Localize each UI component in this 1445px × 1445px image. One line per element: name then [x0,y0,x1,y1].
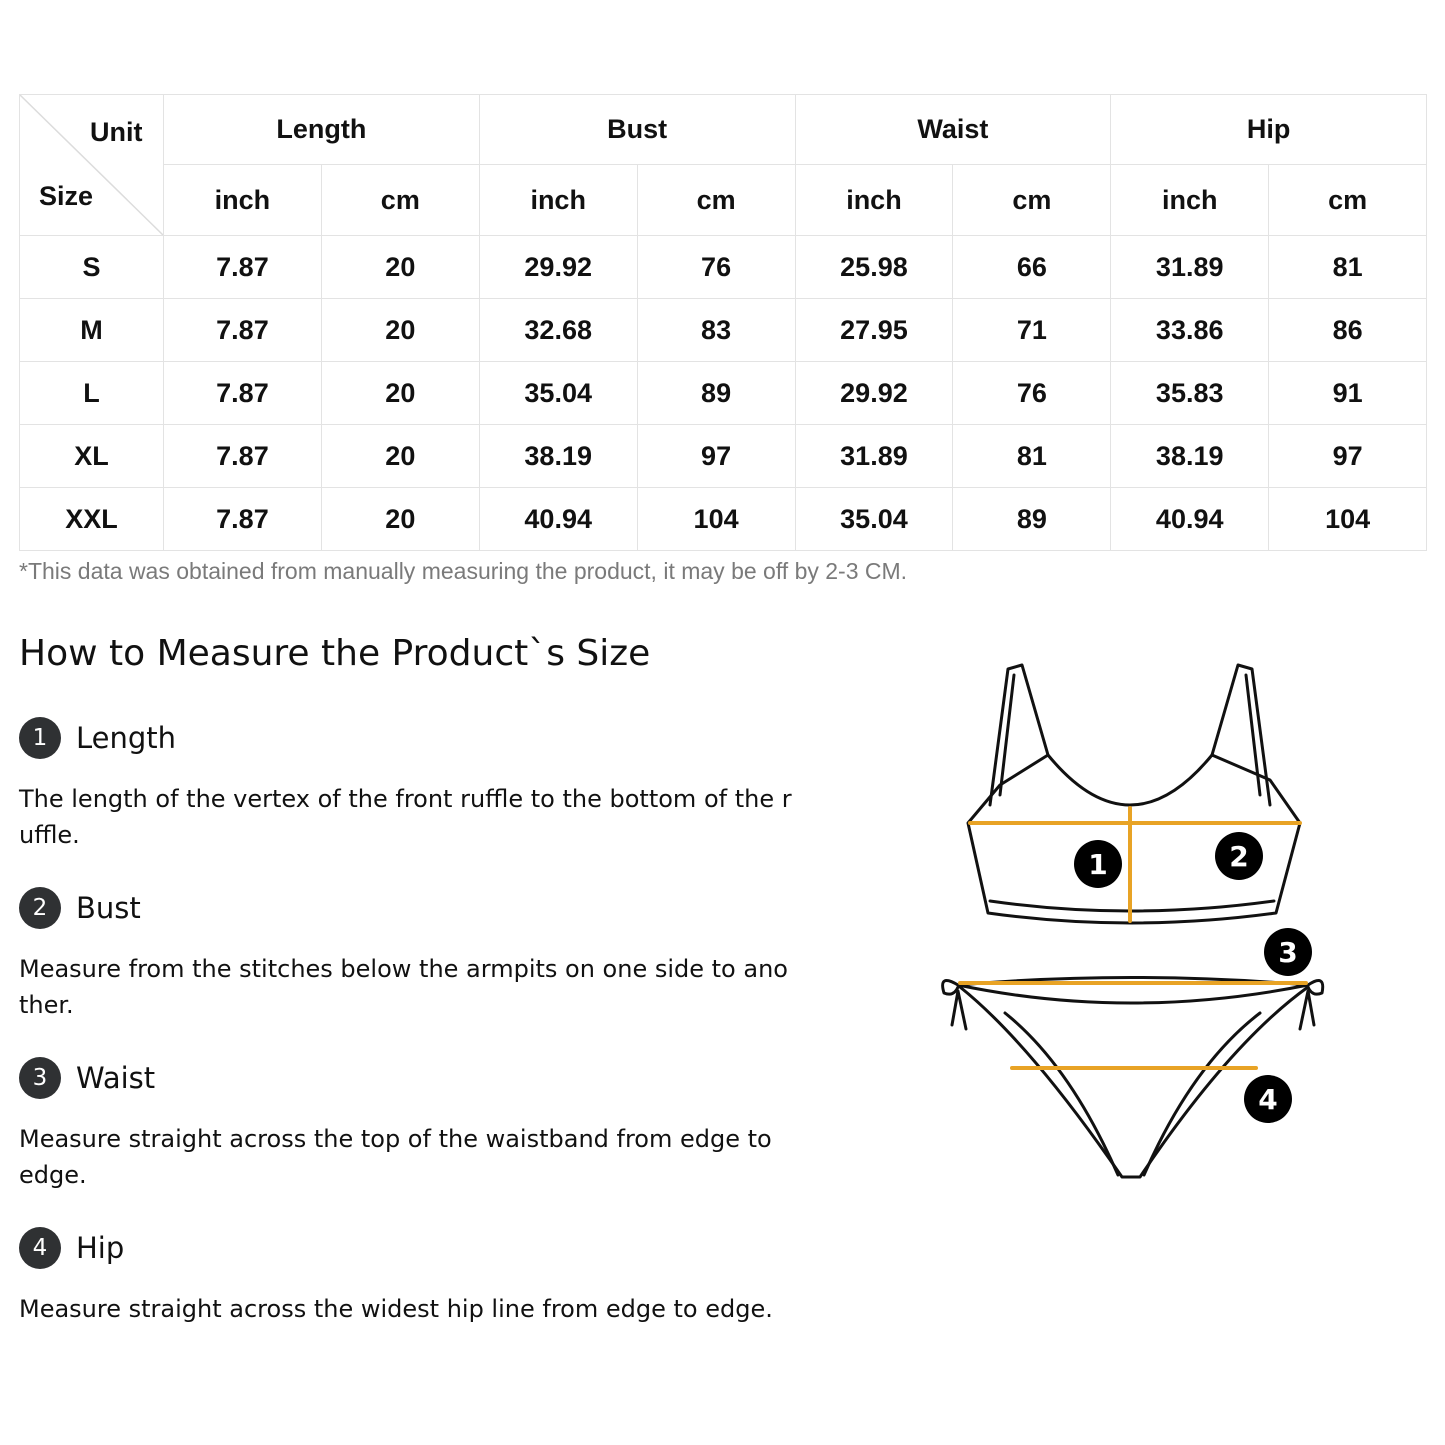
svg-text:4: 4 [1258,1083,1278,1116]
corner-unit-label: Unit [90,117,143,147]
value-cell: 25.98 [795,236,953,299]
step-number-badge: 3 [19,1057,61,1099]
value-cell: 76 [953,362,1111,425]
marker-4 [1244,1075,1292,1123]
value-cell: 81 [953,425,1111,488]
value-cell: 91 [1269,362,1427,425]
step-label: Waist [76,1061,156,1095]
value-cell: 7.87 [164,488,322,551]
value-cell: 29.92 [795,362,953,425]
unit-cell: inch [479,165,637,236]
step-label: Length [76,721,177,755]
value-cell: 35.04 [795,488,953,551]
unit-cell: cm [1269,165,1427,236]
unit-cell: cm [637,165,795,236]
value-cell: 7.87 [164,362,322,425]
value-cell: 33.86 [1111,299,1269,362]
header-waist: Waist [795,95,1111,165]
unit-cell: inch [1111,165,1269,236]
left-strap [990,665,1048,805]
step-bust-heading [19,886,141,930]
step-hip-heading [19,1226,124,1270]
step-label: Hip [76,1231,125,1265]
step-description: Measure straight across the widest hip line from edge to edge. [19,1295,773,1323]
header-length: Length [164,95,480,165]
header-bust: Bust [479,95,795,165]
right-tie [1300,981,1323,1030]
value-cell: 20 [321,488,479,551]
value-cell: 27.95 [795,299,953,362]
value-cell: 89 [637,362,795,425]
table-row [20,425,1427,488]
right-strap [1212,665,1270,805]
size-cell: M [20,299,164,362]
size-cell: S [20,236,164,299]
marker-1 [1074,840,1122,888]
value-cell: 38.19 [479,425,637,488]
value-cell: 31.89 [1111,236,1269,299]
unit-cell: cm [321,165,479,236]
corner-size-label: Size [39,181,94,211]
table-row [20,299,1427,362]
step-description: Measure straight across the top of the waistband from edge to edge. [19,1125,772,1189]
value-cell: 29.92 [479,236,637,299]
value-cell: 40.94 [479,488,637,551]
value-cell: 31.89 [795,425,953,488]
step-number-badge: 1 [19,717,61,759]
table-unit-row [20,165,1427,236]
header-hip: Hip [1111,95,1427,165]
bikini-measurement-diagram [930,655,1330,1195]
step-description: The length of the vertex of the front ruffle to the bottom of the ruffle. [19,785,792,849]
value-cell: 20 [321,362,479,425]
step-label: Bust [76,891,141,925]
value-cell: 76 [637,236,795,299]
svg-text:3: 3 [1278,936,1298,969]
size-cell: L [20,362,164,425]
unit-cell: inch [795,165,953,236]
value-cell: 35.04 [479,362,637,425]
guide-title: How to Measure the Product`s Size [19,633,651,674]
value-cell: 20 [321,299,479,362]
value-cell: 20 [321,236,479,299]
value-cell: 97 [637,425,795,488]
value-cell: 104 [637,488,795,551]
step-number-badge: 2 [19,887,61,929]
table-row [20,362,1427,425]
step-description: Measure from the stitches below the armpits on one side to another. [19,955,788,1019]
table-row [20,488,1427,551]
size-cell: XL [20,425,164,488]
marker-3 [1264,928,1312,976]
value-cell: 89 [953,488,1111,551]
value-cell: 7.87 [164,236,322,299]
value-cell: 97 [1269,425,1427,488]
value-cell: 71 [953,299,1111,362]
size-cell: XXL [20,488,164,551]
svg-text:2: 2 [1229,840,1249,873]
value-cell: 86 [1269,299,1427,362]
value-cell: 7.87 [164,299,322,362]
value-cell: 32.68 [479,299,637,362]
measurement-note: *This data was obtained from manually measuring the product, it may be off by 2-3 CM. [19,558,908,584]
value-cell: 35.83 [1111,362,1269,425]
step-number-badge: 4 [19,1227,61,1269]
size-chart-table [19,94,1427,551]
unit-cell: inch [164,165,322,236]
step-waist-heading [19,1056,155,1100]
value-cell: 66 [953,236,1111,299]
table-header-row [20,95,1427,165]
corner-diagonal [20,95,163,235]
svg-text:1: 1 [1088,848,1108,881]
value-cell: 83 [637,299,795,362]
step-length-heading [19,716,176,760]
value-cell: 38.19 [1111,425,1269,488]
value-cell: 81 [1269,236,1427,299]
value-cell: 7.87 [164,425,322,488]
unit-cell: cm [953,165,1111,236]
value-cell: 40.94 [1111,488,1269,551]
corner-cell [20,95,164,236]
marker-2 [1215,832,1263,880]
value-cell: 20 [321,425,479,488]
table-row [20,236,1427,299]
value-cell: 104 [1269,488,1427,551]
